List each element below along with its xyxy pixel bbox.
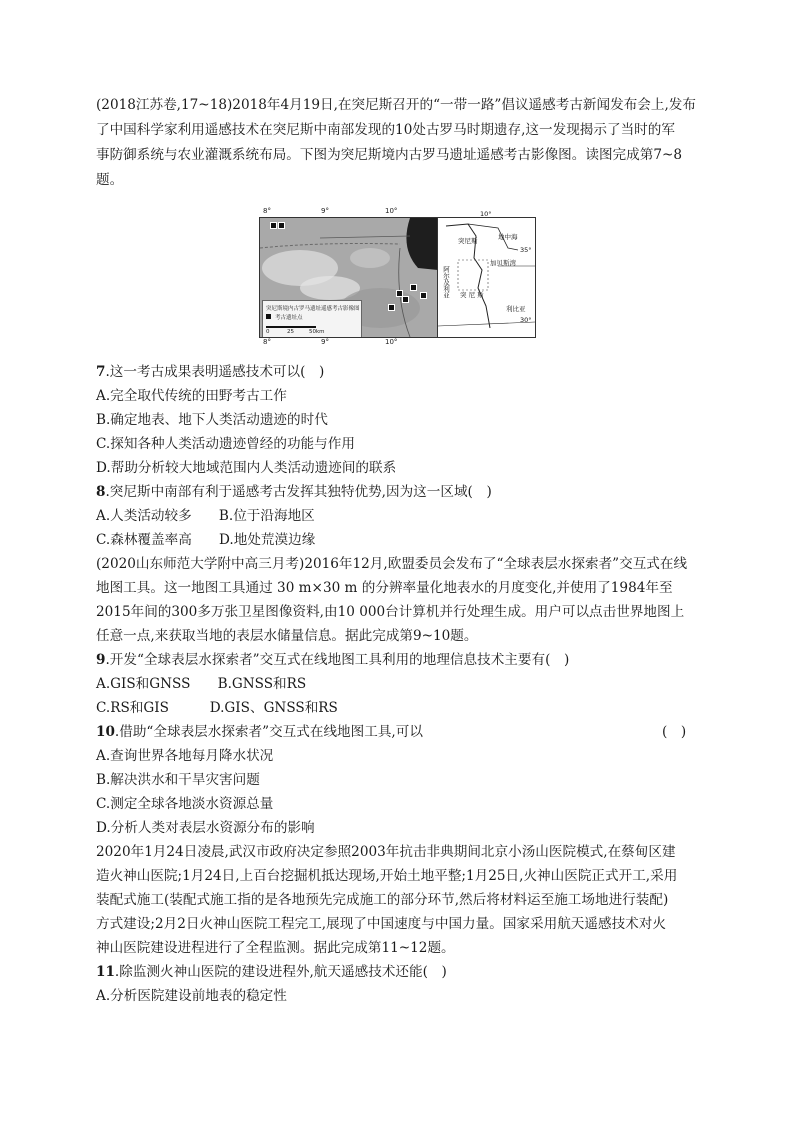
label-gulf: 加贝斯湾 bbox=[490, 259, 516, 267]
q9-text: .开发“全球表层水探索者”交互式在线地图工具利用的地理信息技术主要有( ) bbox=[105, 652, 570, 668]
scale-0: 0 bbox=[266, 329, 270, 335]
q9-number: 9 bbox=[96, 652, 106, 668]
label-libya: 利比亚 bbox=[506, 305, 526, 313]
para3-line-3: 装配式施工(装配式施工指的是各地预先完成施工的部分环节,然后将材料运至施工场地进行装配) bbox=[96, 892, 669, 908]
intro-line-1: (2018江苏卷,17~18)2018年4月19日,在突尼斯召开的“一带一路”倡议遥感考古新闻发布会上,发布 bbox=[96, 97, 696, 113]
label-tunisia-top: 突尼斯 bbox=[458, 237, 478, 245]
q7-stem bbox=[96, 364, 324, 381]
q7-option-a: A.完全取代传统的田野考古工作 bbox=[96, 388, 287, 404]
q11-number: 11 bbox=[96, 964, 115, 980]
q8-text: .突尼斯中南部有利于遥感考古发挥其独特优势,因为这一区域( ) bbox=[105, 484, 492, 500]
q10-option-d: D.分析人类对表层水资源分布的影响 bbox=[96, 820, 315, 836]
legend-item: 考古遗址点 bbox=[275, 315, 303, 321]
intro-line-2: 了中国科学家利用遥感技术在突尼斯中南部发现的10处古罗马时期遗存,这一发现揭示了当时的军 bbox=[96, 122, 675, 138]
bottom-tick-9: 9° bbox=[321, 338, 329, 346]
location-map bbox=[437, 210, 536, 338]
label-tunisia-mid: 突 尼 斯 bbox=[460, 291, 484, 299]
q7-option-c: C.探知各种人类活动遗迹曾经的功能与作用 bbox=[96, 436, 355, 452]
q7-option-b: B.确定地表、地下人类活动遗迹的时代 bbox=[96, 412, 328, 428]
top-tick-9: 9° bbox=[321, 207, 329, 215]
site-marker-5 bbox=[388, 304, 395, 311]
bottom-tick-10: 10° bbox=[385, 338, 398, 346]
para3-line-4: 方式建设;2月2日火神山医院工程完工,展现了中国速度与中国力量。国家采用航天遥感技术对火 bbox=[96, 916, 666, 932]
scale-bar bbox=[266, 326, 316, 328]
q10-stem bbox=[96, 724, 423, 741]
q8-stem bbox=[96, 484, 492, 501]
scale-25: 25 bbox=[287, 329, 294, 335]
q9-options-row-2: C.RS和GIS D.GIS、GNSS和RS bbox=[96, 700, 338, 716]
q7-number: 7 bbox=[96, 364, 106, 380]
para2-line-1: (2020山东师范大学附中高三月考)2016年12月,欧盟委员会发布了“全球表层水探索者”交互式在线 bbox=[96, 556, 688, 572]
site-marker-1 bbox=[270, 222, 277, 229]
site-marker-2 bbox=[278, 222, 285, 229]
label-algeria: 阿尔及利亚 bbox=[442, 266, 450, 299]
legend-title: 突尼斯境内古罗马遗址遥感考古影像图 bbox=[266, 306, 360, 312]
q8-options-row-1: A.人类活动较多 B.位于沿海地区 bbox=[96, 508, 315, 524]
site-marker-6 bbox=[410, 284, 417, 291]
q7-option-d: D.帮助分析较大地域范围内人类活动遗迹间的联系 bbox=[96, 460, 397, 476]
label-mediterranean: 地中海 bbox=[498, 233, 518, 241]
q10-option-c: C.测定全球各地淡水资源总量 bbox=[96, 796, 274, 812]
intro-line-4: 题。 bbox=[96, 172, 124, 188]
label-lat-35: 35° bbox=[520, 246, 532, 254]
q10-answer-paren: ( ) bbox=[662, 724, 687, 740]
q11-stem bbox=[96, 964, 447, 981]
remote-sensing-figure bbox=[259, 207, 535, 346]
site-marker-7 bbox=[420, 292, 427, 299]
label-lat-30: 30° bbox=[520, 316, 532, 324]
para2-line-3: 2015年间的300多万张卫星图像资料,由10 000台计算机并行处理生成。用户可以点击世界地图上 bbox=[96, 604, 685, 620]
q10-number: 10 bbox=[96, 724, 115, 740]
satellite-image bbox=[259, 217, 439, 338]
q10-option-b: B.解决洪水和干旱灾害问题 bbox=[96, 772, 260, 788]
scale-50: 50km bbox=[309, 329, 325, 335]
q11-text: .除监测火神山医院的建设进程外,航天遥感技术还能( ) bbox=[114, 964, 447, 980]
q10-text: .借助“全球表层水探索者”交互式在线地图工具,可以 bbox=[114, 724, 423, 740]
top-tick-8: 8° bbox=[263, 207, 271, 215]
intro-line-3: 事防御系统与农业灌溉系统布局。下图为突尼斯境内古罗马遗址遥感考古影像图。读图完成第7~8 bbox=[96, 147, 683, 163]
q11-option-a: A.分析医院建设前地表的稳定性 bbox=[96, 988, 287, 1004]
top-tick-10: 10° bbox=[385, 207, 398, 215]
q9-stem bbox=[96, 652, 569, 669]
site-marker-4 bbox=[402, 296, 409, 303]
q9-options-row-1: A.GIS和GNSS B.GNSS和RS bbox=[96, 676, 307, 692]
q10-option-a: A.查询世界各地每月降水状况 bbox=[96, 748, 274, 764]
q7-text: .这一考古成果表明遥感技术可以( ) bbox=[105, 364, 325, 380]
q8-number: 8 bbox=[96, 484, 106, 500]
para3-line-1: 2020年1月24日凌晨,武汉市政府决定参照2003年抗击非典期间北京小汤山医院模式,在蔡甸区建 bbox=[96, 844, 676, 860]
bottom-tick-8: 8° bbox=[263, 338, 271, 346]
para2-line-2: 地图工具。这一地图工具通过 30 m×30 m 的分辨率量化地表水的月度变化,并使用了1984年至 bbox=[96, 580, 673, 596]
para3-line-2: 造火神山医院;1月24日,上百台挖掘机抵达现场,开始土地平整;1月25日,火神山医院正式开工,采用 bbox=[96, 868, 678, 884]
para3-line-5: 神山医院建设进程进行了全程监测。据此完成第11~12题。 bbox=[96, 940, 455, 956]
para2-line-4: 任意一点,来获取当地的表层水储量信息。据此完成第9~10题。 bbox=[96, 628, 478, 644]
legend-site-icon bbox=[266, 314, 271, 319]
q8-options-row-2: C.森林覆盖率高 D.地处荒漠边缘 bbox=[96, 532, 316, 548]
map-legend bbox=[262, 300, 362, 338]
label-lon-10: 10° bbox=[480, 210, 492, 218]
